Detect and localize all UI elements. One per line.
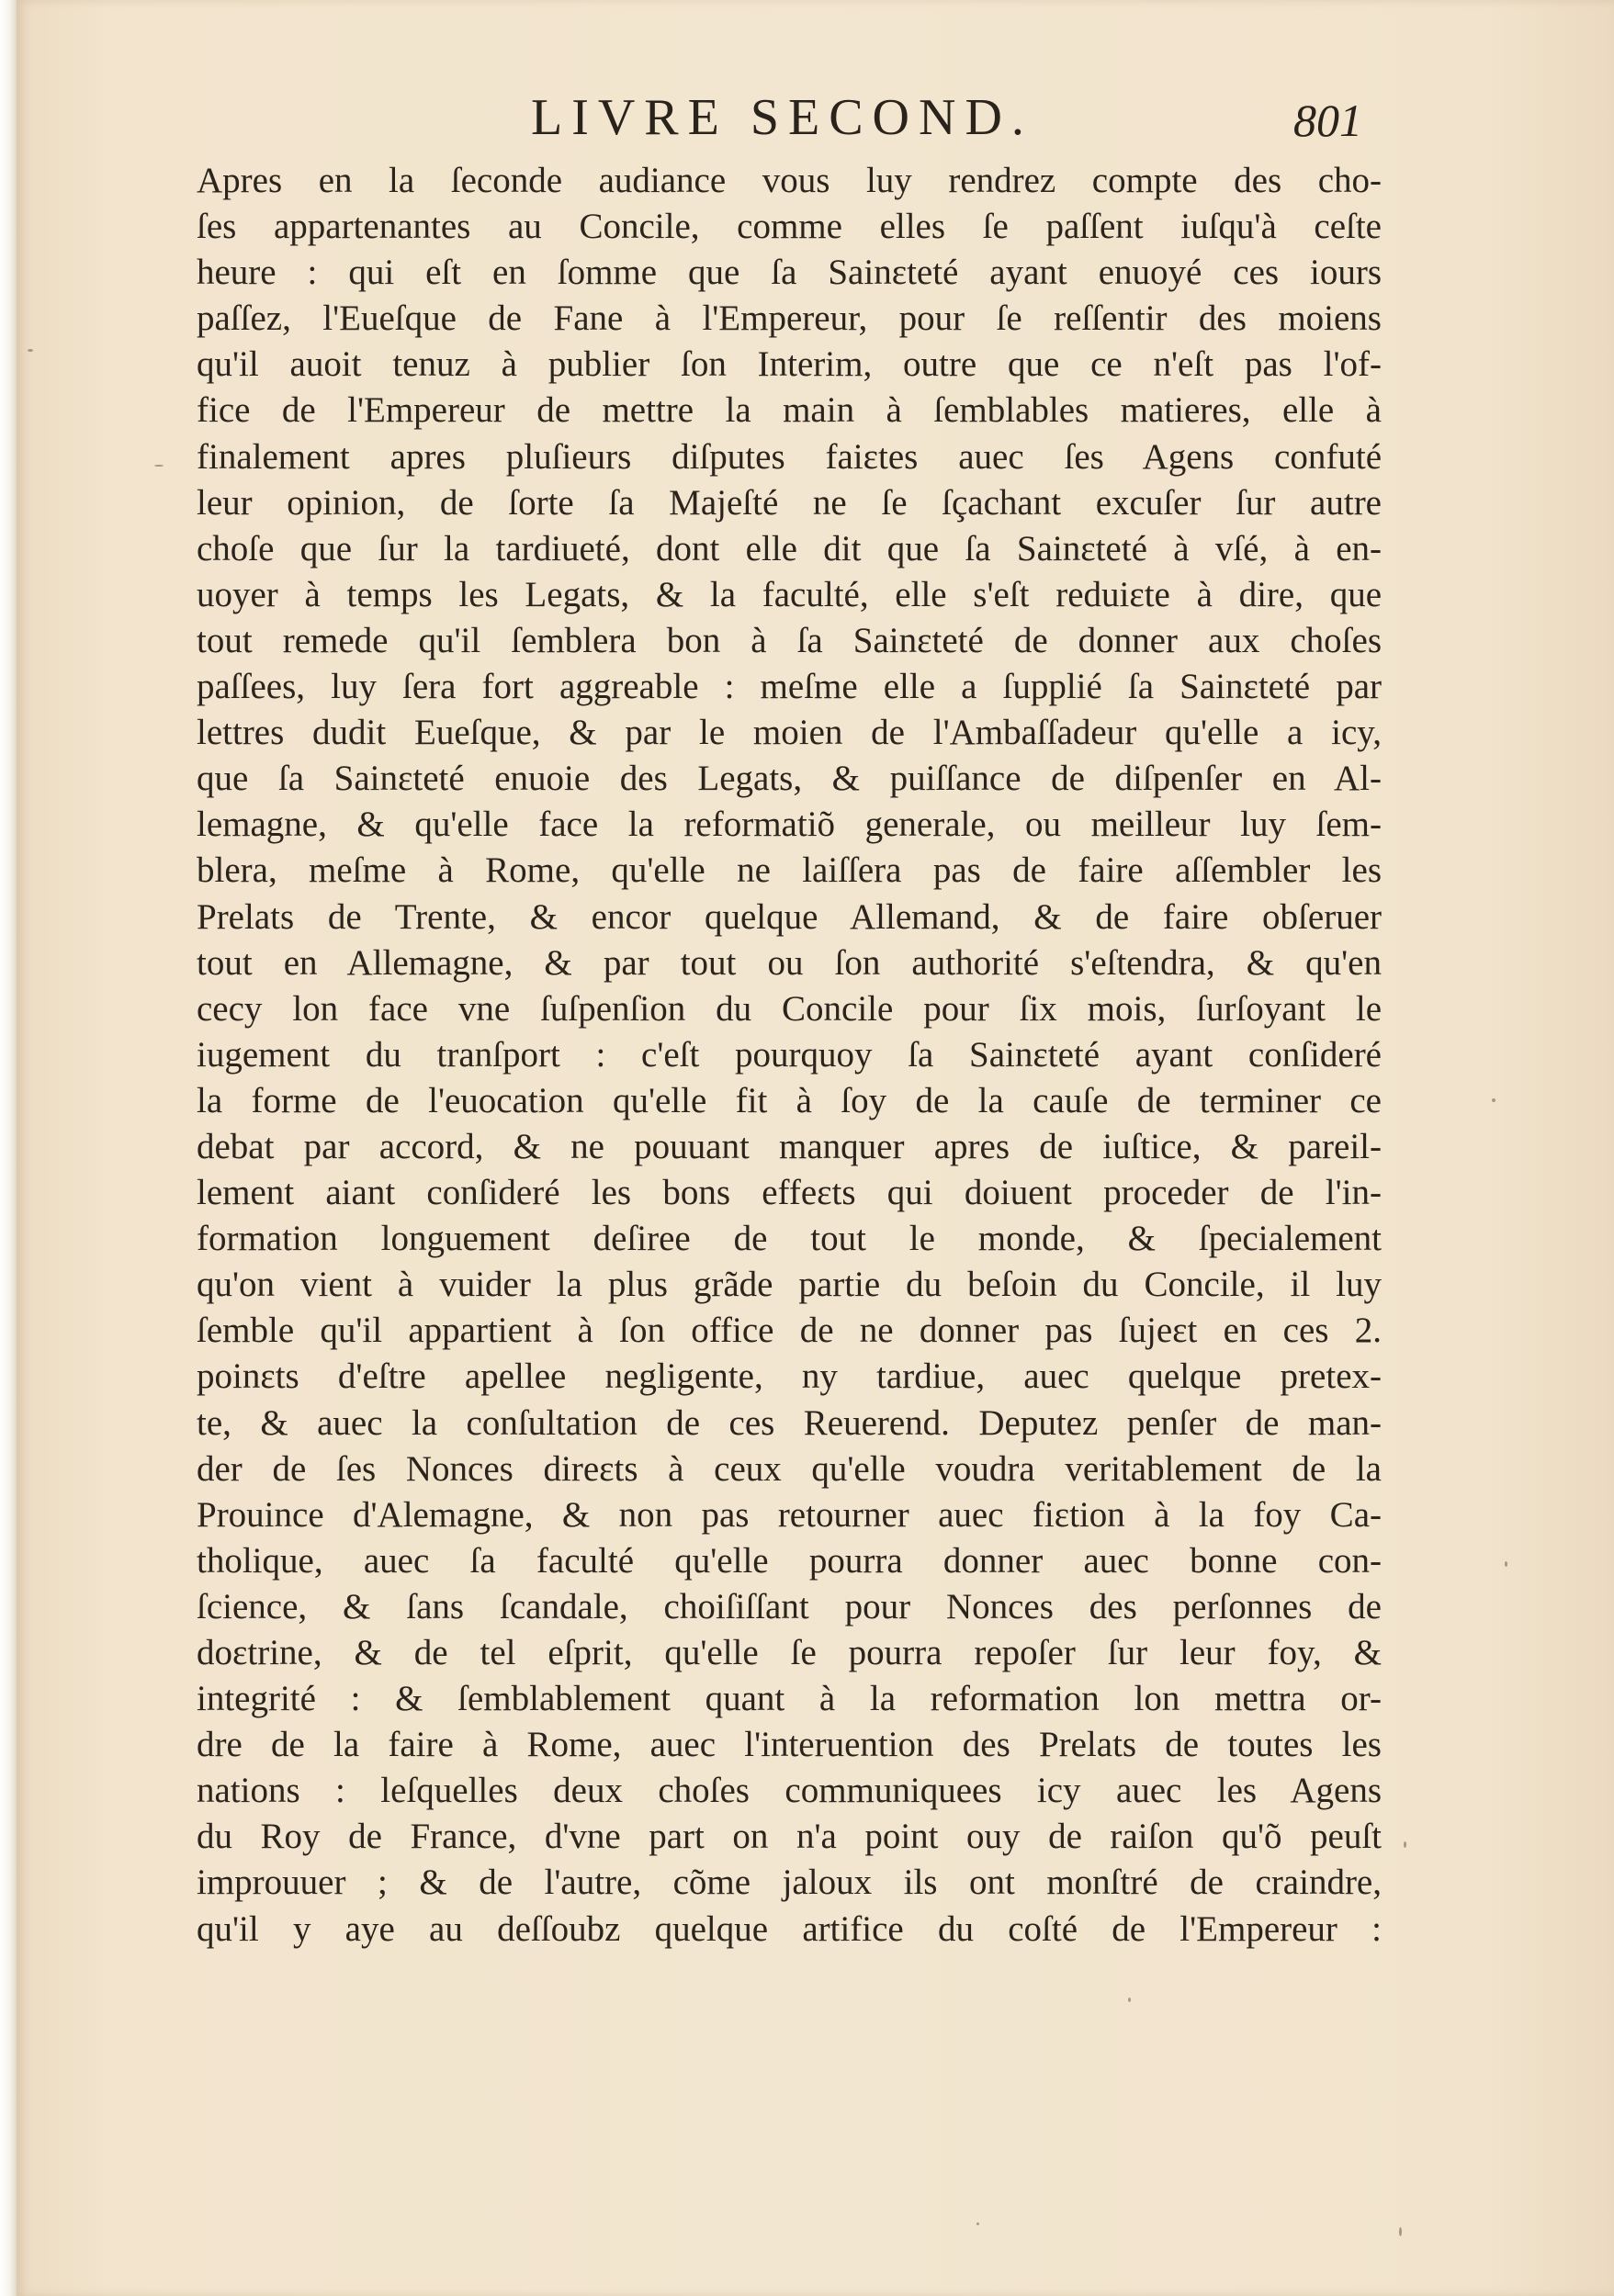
text-line: lettres dudit Eueſque, & par le moien de l'Ambaſſadeur qu'elle a icy,: [197, 713, 1382, 753]
text-line: qu'on vient à vuider la plus grãde partie du beſoin du Concile, il luy: [197, 1265, 1382, 1305]
text-line: heure : qui eſt en ſomme que ſa Sainɛteté ayant enuoyé ces iours: [197, 253, 1382, 293]
text-line: tout en Allemagne, & par tout ou ſon authorité s'eſtendra, & qu'en: [197, 942, 1382, 983]
page-gutter-edge: [0, 0, 17, 2296]
text-line: qu'il auoit tenuz à publier ſon Interim, outre que ce n'eſt pas l'of-: [197, 344, 1382, 385]
text-line: leur opinion, de ſorte ſa Majeſté ne ſe ſçachant excuſer ſur autre: [197, 482, 1382, 523]
text-line: doɛtrine, & de tel eſprit, qu'elle ſe pourra repoſer ſur leur foy, &: [197, 1633, 1382, 1672]
running-head: [17, 88, 1614, 152]
text-line: Prouince d'Alemagne, & non pas retourner auec fiɛtion à la foy Ca-: [197, 1494, 1382, 1535]
paper-speck: [1492, 1098, 1495, 1102]
text-line: fice de l'Empereur de mettre la main à ſemblables matieres, elle à: [197, 390, 1382, 431]
text-line: qu'il y aye au deſſoubz quelque artifice du coſté de l'Empereur :: [197, 1908, 1382, 1949]
text-line: improuuer ; & de l'autre, cõme jaloux ils ont monſtré de craindre,: [197, 1863, 1382, 1903]
paper-speck: [28, 349, 33, 352]
paper-speck: [154, 465, 164, 467]
text-line: der de ſes Nonces direɛts à ceux qu'elle voudra veritablement de la: [197, 1448, 1382, 1489]
text-line: tholique, auec ſa faculté qu'elle pourra donner auec bonne con-: [197, 1540, 1382, 1581]
text-line: nations : leſquelles deux choſes communiquees icy auec les Agens: [197, 1771, 1382, 1811]
body-text: [197, 158, 1382, 1953]
text-line: du Roy de France, d'vne part on n'a point ouy de raiſon qu'õ peuſt: [197, 1817, 1382, 1857]
text-line: cecy lon face vne ſuſpenſion du Concile pour ſix mois, ſurſoyant le: [197, 988, 1382, 1029]
page-number: 801: [1293, 95, 1362, 146]
text-line: iugement du tranſport : c'eſt pourquoy ſa Sainɛteté ayant conſideré: [197, 1034, 1382, 1075]
text-line: uoyer à temps les Legats, & la faculté, elle s'eſt reduiɛte à dire, que: [197, 574, 1382, 614]
text-line: la forme de l'euocation qu'elle fit à ſoy de la cauſe de terminer ce: [197, 1080, 1382, 1120]
text-line: ſemble qu'il appartient à ſon office de ne donner pas ſujeɛt en ces 2.: [197, 1311, 1382, 1351]
text-line: dre de la faire à Rome, auec l'interuention des Prelats de toutes les: [197, 1725, 1382, 1765]
text-line: formation longuement deſiree de tout le monde, & ſpecialement: [197, 1219, 1382, 1259]
text-line: Prelats de Trente, & encor quelque Allemand, & de faire obſeruer: [197, 896, 1382, 937]
paper-speck: [976, 2223, 979, 2225]
text-line: finalement apres pluſieurs diſputes faiɛtes auec ſes Agens confuté: [197, 436, 1382, 477]
paper-speck: [1399, 2227, 1402, 2236]
text-line: ſcience, & ſans ſcandale, choiſiſſant pour Nonces des perſonnes de: [197, 1586, 1382, 1626]
paper-speck: [1505, 1561, 1507, 1567]
text-line: paſſez, l'Eueſque de Fane à l'Empereur, pour ſe reſſentir des moiens: [197, 298, 1382, 339]
text-line: integrité : & ſemblablement quant à la reformation lon mettra or-: [197, 1679, 1382, 1719]
text-line: debat par accord, & ne pouuant manquer apres de iuſtice, & pareil-: [197, 1126, 1382, 1166]
text-line: lement aiant conſideré les bons effeɛts qui doiuent proceder de l'in-: [197, 1173, 1382, 1213]
text-line: Apres en la ſeconde audiance vous luy rendrez compte des cho-: [197, 161, 1382, 200]
text-line: blera, meſme à Rome, qu'elle ne laiſſera pas de faire aſſembler les: [197, 850, 1382, 891]
text-line: que ſa Sainɛteté enuoie des Legats, & puiſſance de diſpenſer en Al-: [197, 759, 1382, 799]
paper-speck: [1128, 1998, 1131, 2002]
running-title: LIVRE SECOND.: [531, 89, 1033, 146]
text-line: poinɛts d'eſtre apellee negligente, ny tardiue, auec quelque pretex-: [197, 1356, 1382, 1397]
text-line: te, & auec la conſultation de ces Reuerend. Deputez penſer de man-: [197, 1402, 1382, 1443]
book-page: [17, 0, 1614, 2296]
paper-speck: [1404, 1841, 1406, 1848]
text-line: choſe que ſur la tardiueté, dont elle dit que ſa Sainɛteté à vſé, à en-: [197, 528, 1382, 568]
text-line: ſes appartenantes au Concile, comme elles ſe paſſent iuſqu'à ceſte: [197, 207, 1382, 247]
text-line: paſſees, luy ſera fort aggreable : meſme elle a ſupplié ſa Sainɛteté par: [197, 667, 1382, 707]
text-line: lemagne, & qu'elle face la reformatiõ generale, ou meilleur luy ſem-: [197, 805, 1382, 845]
text-line: tout remede qu'il ſemblera bon à ſa Sainɛteté de donner aux choſes: [197, 620, 1382, 660]
